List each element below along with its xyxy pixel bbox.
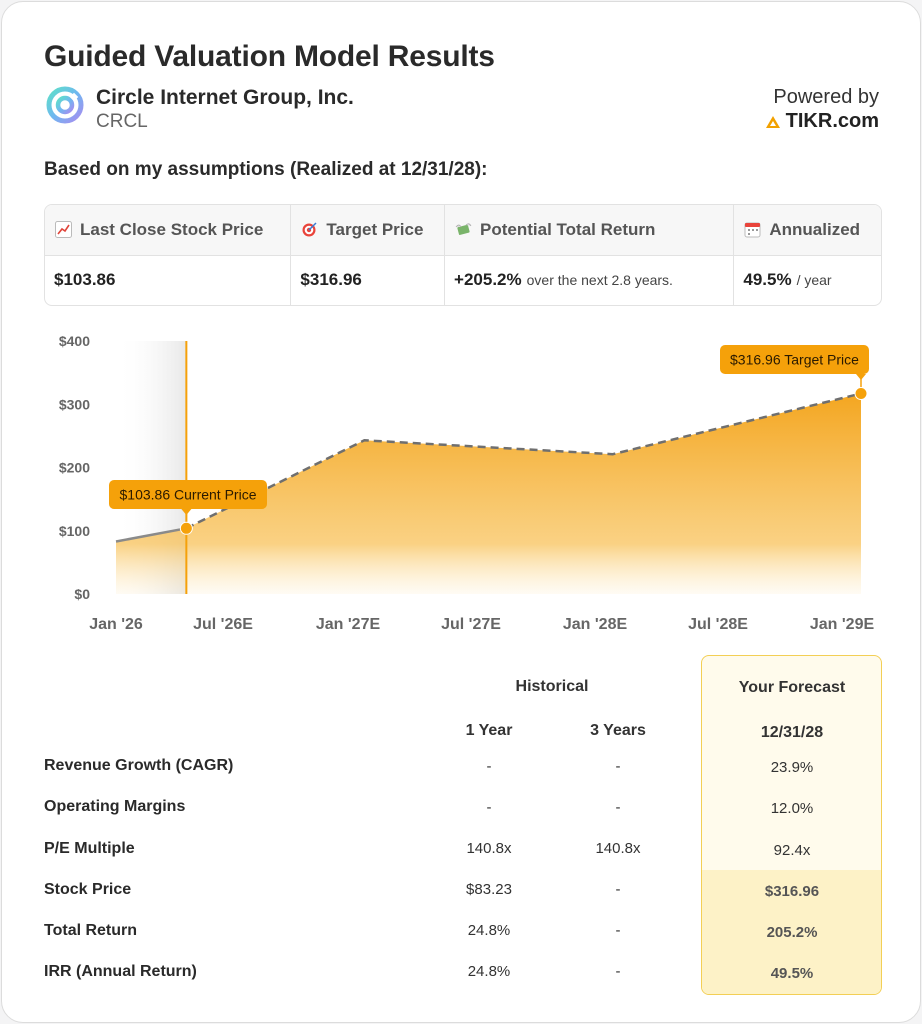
stat-label: Potential Total Return [480,219,656,239]
cell-1-year: $83.23 [466,881,512,898]
cell-3-years: 140.8x [595,840,641,857]
stat-annualized [734,205,881,305]
brand-name: TIKR.com [785,110,879,132]
forecast-column [701,655,882,995]
col-header-1-year: 1 Year [465,722,513,739]
historical-header: Historical [515,678,589,695]
cell-forecast: 49.5% [770,965,814,982]
y-tick-label: $300 [58,396,90,413]
stat-last-close [45,205,291,305]
cell-3-years: - [615,881,621,898]
x-tick-label: Jan '26 [89,616,143,633]
x-tick-label: Jul '28E [688,616,748,633]
page-title: Guided Valuation Model Results [44,40,495,73]
ticker-symbol: CRCL [96,111,148,132]
tikr-logo-icon [766,116,780,128]
chart-increasing-icon [55,221,72,238]
stat-label: Last Close Stock Price [80,219,264,239]
stat-value: +205.2% [454,270,522,290]
assumptions-subtitle: Based on my assumptions (Realized at 12/31/28): [44,159,488,180]
x-tick-label: Jul '27E [441,616,501,633]
target-price-callout-label: $316.96 Target Price [730,351,859,368]
row-label: Total Return [44,922,138,939]
row-label: P/E Multiple [44,840,135,857]
stat-label: Target Price [326,219,424,239]
x-tick-label: Jan '28E [562,616,628,633]
cell-1-year: 24.8% [467,963,511,980]
powered-by-label: Powered by [773,86,879,108]
price-chart [2,322,922,642]
valuation-card [1,1,921,1023]
tikr-brand-link[interactable] [766,110,879,133]
y-tick-label: $100 [58,522,90,539]
money-wings-icon [455,221,472,238]
cell-1-year: 24.8% [467,922,511,939]
stat-target-price [291,205,445,305]
circle-logo-icon [46,86,84,124]
row-label: Operating Margins [44,798,186,815]
cell-1-year: 140.8x [466,840,512,857]
stat-total-return [445,205,734,305]
cell-3-years: - [615,922,621,939]
current-price-callout-dot [180,522,192,534]
y-tick-label: $400 [58,333,90,349]
stat-label: Annualized [769,219,861,239]
stat-suffix: over the next 2.8 years. [526,272,673,289]
cell-forecast: 12.0% [770,800,814,817]
cell-1-year: - [486,758,492,775]
cell-forecast: 205.2% [766,924,818,941]
stat-value: $316.96 [300,270,362,290]
col-header-forecast-date: 12/31/28 [760,724,824,741]
x-tick-label: Jan '27E [315,616,381,633]
stat-value: $103.86 [54,270,116,290]
cell-forecast: $316.96 [764,883,820,900]
stat-value: 49.5% [743,270,792,290]
target-icon [301,221,318,238]
cell-3-years: - [615,963,621,980]
x-tick-label: Jan '29E [809,616,875,633]
stats-table [44,204,882,306]
calendar-icon [744,221,761,238]
cell-1-year: - [486,799,492,816]
x-tick-label: Jul '26E [193,616,253,633]
cell-forecast: 92.4x [773,842,811,859]
y-tick-label: $200 [58,459,90,476]
row-label: IRR (Annual Return) [44,963,197,980]
col-header-3-years: 3 Years [590,722,646,739]
stat-suffix: / year [796,272,832,289]
cell-forecast: 23.9% [770,759,814,776]
row-label: Revenue Growth (CAGR) [44,757,234,774]
company-name: Circle Internet Group, Inc. [96,86,354,109]
y-tick-label: $0 [74,586,90,602]
row-label: Stock Price [44,881,132,898]
forecast-header: Your Forecast [738,679,846,696]
target-price-callout-dot [855,388,867,400]
cell-3-years: - [615,799,621,816]
cell-3-years: - [615,758,621,775]
current-price-callout-label: $103.86 Current Price [119,486,257,503]
